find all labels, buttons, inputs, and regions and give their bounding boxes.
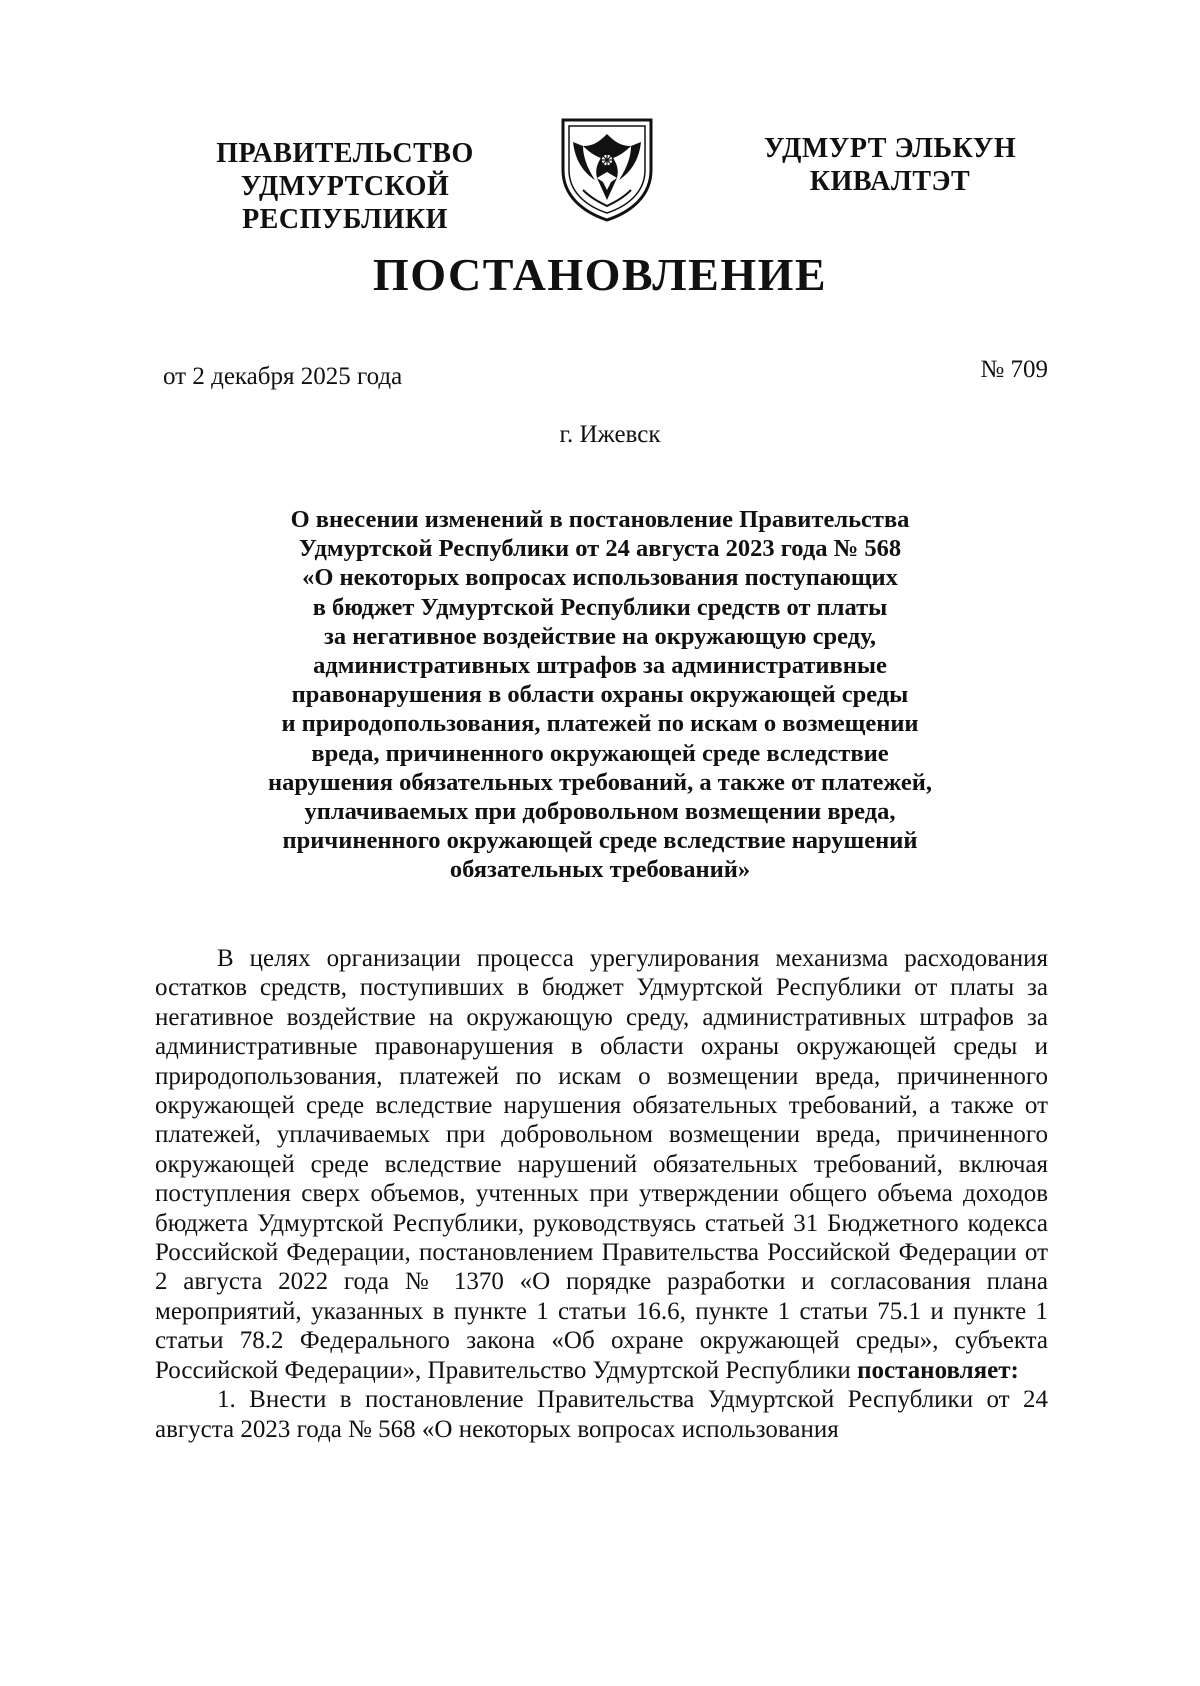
document-number: № 709 bbox=[980, 356, 1048, 383]
preamble-paragraph bbox=[155, 944, 1048, 1385]
issuer-name-udmurt bbox=[740, 132, 1040, 198]
coat-of-arms-icon bbox=[553, 112, 661, 222]
issuer-line-1: ПРАВИТЕЛЬСТВО bbox=[216, 138, 474, 169]
issuer-udmurt-line-1: УДМУРТ ЭЛЬКУН bbox=[763, 133, 1017, 164]
document-body bbox=[155, 944, 1048, 1444]
document-title: О внесении изменений в постановление Правительства Удмуртской Республики от 24 августа 2023 года № 568 «О некоторых вопросах использования поступающих в бюджет Удмуртской Республики средств от платы за негативное воздействие на окружающую среду, административных штрафов за административные правонарушения в области охраны окружающей среды и природопользования, платежей по искам о возмещении вреда, причиненного окружающей среде вследствие нарушения обязательных требований, а также от платежей, уплачиваемых при добровольном возмещении вреда, причиненного окружающей среде вследствие нарушений обязательных требований» bbox=[268, 506, 932, 884]
document-date: от 2 декабря 2025 года bbox=[163, 363, 403, 390]
item-1-paragraph: 1. Внести в постановление Правительства Удмуртской Республики от 24 августа 2023 года № 568 «О некоторых вопросах использования bbox=[155, 1386, 1048, 1443]
issuer-line-2: УДМУРТСКОЙ РЕСПУБЛИКИ bbox=[240, 171, 450, 235]
decree-colon: : bbox=[1010, 1356, 1019, 1384]
issuer-udmurt-line-2: КИВАЛТЭТ bbox=[809, 166, 971, 197]
decree-word bbox=[857, 1357, 1019, 1384]
preamble-text: В целях организации процесса урегулирования механизма расходования остатков средств, поступивших в бюджет Удмуртской Республики от платы за негативное воздействие на окружающую среду, административных штрафов за административные правонарушения в области охраны окружающей среды и природопользования, платежей по искам о возмещении вреда, причиненного окружающей среде вследствие нарушения обязательных требований, а также от платежей, уплачиваемых при добровольном возмещении вреда, причиненного окружающей среде вследствие нарушений обязательных требований, включая поступления сверх объемов, учтенных при утверждении общего объема доходов бюджета Удмуртской Республики, руководствуясь статьей 31 Бюджетного кодекса Российской Федерации, постановлением Правительства Российской Федерации от 2 августа 2022 года № 1370 «О порядке разработки и согласования плана мероприятий, указанных в пункте 1 статьи 16.6, пункте 1 статьи 75.1 и пункте 1 статьи 78.2 Федерального закона «Об охране окружающей среды», субъекта Российской Федерации», Правительство Удмуртской Республики bbox=[155, 945, 1048, 1384]
document-type-heading: ПОСТАНОВЛЕНИЕ bbox=[372, 249, 828, 300]
document-city: г. Ижевск bbox=[559, 421, 661, 448]
decree-word-text: постановляет bbox=[857, 1356, 1011, 1384]
issuer-name-russian bbox=[150, 137, 540, 236]
